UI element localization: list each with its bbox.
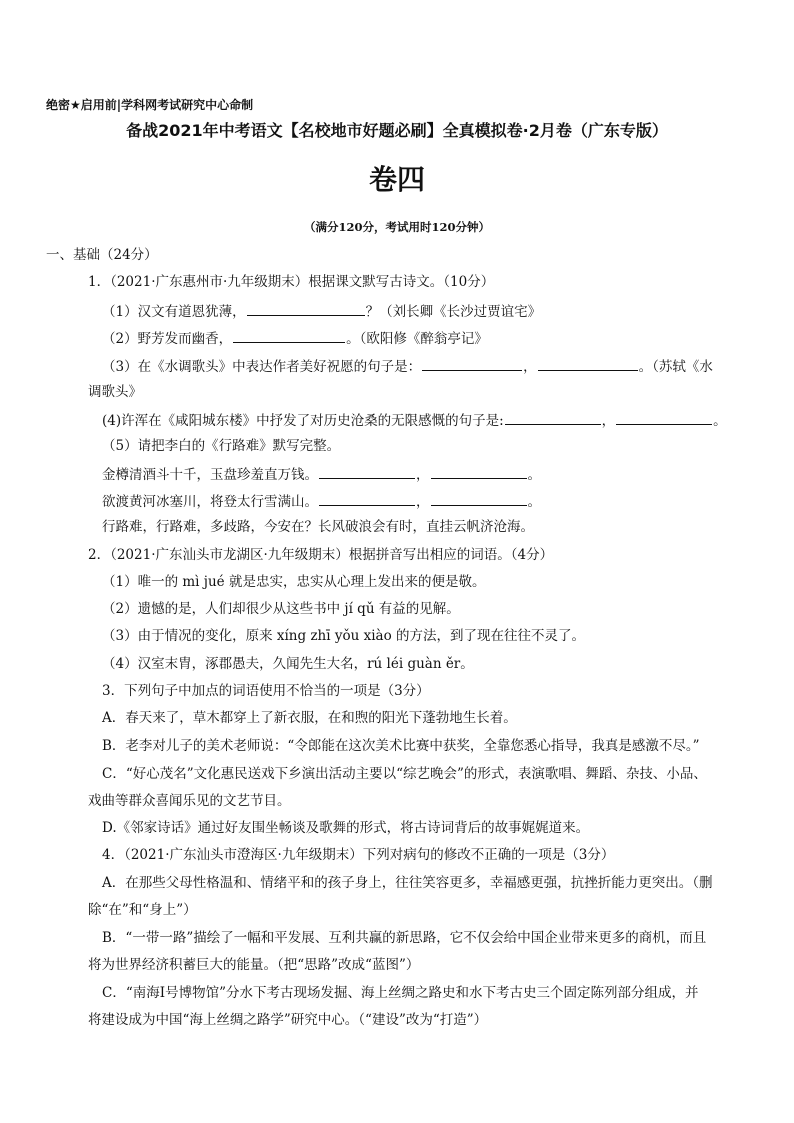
q2-item4: （4）汉室末胄，涿郡愚夫，久闻先生大名，rú léi guàn ěr。 — [102, 656, 474, 672]
section-heading: 一、基础（24分） — [46, 247, 158, 263]
q2-item2: （2）遗憾的是，人们却很少从这些书中 jí qǔ 有益的见解。 — [102, 601, 460, 617]
q4-stem: 4．（2021·广东汕头市澄海区·九年级期末）下列对病句的修改不正确的一项是（3分） — [102, 847, 615, 863]
poem-line-2-end: 。 — [527, 494, 541, 510]
answer-blank[interactable] — [319, 491, 415, 506]
poem-line-3: 行路难，行路难，多歧路，今安在？长风破浪会有时，直挂云帆济沧海。 — [102, 519, 534, 535]
q3-option-b: B．老李对儿子的美术老师说：“令郎能在这次美术比赛中获奖，全靠您悉心指导，我真是感激不尽。” — [102, 738, 700, 754]
answer-blank[interactable] — [431, 491, 527, 506]
answer-blank[interactable] — [538, 356, 638, 371]
q3-option-a: A．春天来了，草木都穿上了新衣服，在和煦的阳光下蓬勃地生长着。 — [102, 710, 517, 726]
q1-item3-sep: ， — [523, 359, 537, 375]
q2-item3: （3）由于情况的变化，原来 xíng zhī yǒu xiào 的方法，到了现在往往不灵了。 — [102, 628, 585, 644]
q3-option-c-continued: 戏曲等群众喜闻乐见的文艺节目。 — [88, 793, 291, 809]
q1-item3-continued: 调歌头》 — [88, 384, 142, 400]
answer-blank[interactable] — [319, 464, 415, 479]
q1-item1-prefix: （1）汉文有道恩犹薄， — [102, 304, 246, 320]
answer-blank[interactable] — [422, 356, 522, 371]
exam-main-title: 备战2021年中考语文【名校地市好题必刷】全真模拟卷·2月卷（广东专版） — [126, 121, 668, 140]
q1-item1 — [102, 301, 541, 321]
q1-stem: 1．（2021·广东惠州市·九年级期末）根据课文默写古诗文。（10分） — [88, 274, 495, 290]
answer-blank[interactable] — [233, 328, 345, 343]
poem-line-1-end: 。 — [527, 467, 541, 483]
q1-item3-prefix: （3）在《水调歌头》中表达作者美好祝愿的句子是： — [102, 359, 422, 375]
q4-option-b: B．“一带一路”描绘了一幅和平发展、互利共赢的新思路，它不仅会给中国企业带来更多的商机，而且 — [102, 930, 707, 946]
exam-sub-title: 卷四 — [368, 163, 425, 196]
q4-option-c: C．“南海Ⅰ号博物馆”分水下考古现场发掘、海上丝绸之路史和水下考古史三个固定陈列部分组成，并 — [102, 985, 699, 1001]
confidential-header: 绝密★启用前|学科网考试研究中心命制 — [46, 98, 254, 112]
q1-item4 — [102, 410, 727, 430]
q4-option-b-continued: 将为世界经济积蓄巨大的能量。（把“思路”改成“蓝图”） — [88, 957, 420, 973]
q1-item5: （5）请把李白的《行路难》默写完整。 — [102, 438, 341, 454]
q4-option-c-continued: 将建设成为中国“海上丝绸之路学”研究中心。（“建设”改为“打造”） — [88, 1012, 488, 1028]
answer-blank[interactable] — [505, 410, 601, 425]
q1-item3 — [102, 356, 713, 376]
q3-option-d: D.《邻家诗话》通过好友围坐畅谈及歌舞的形式，将古诗词背后的故事娓娓道来。 — [102, 820, 590, 836]
q1-item1-suffix: ？（刘长卿《长沙过贾谊宅》 — [365, 304, 542, 320]
q1-item2 — [102, 328, 488, 348]
q4-option-a: A．在那些父母性格温和、情绪平和的孩子身上，往往笑容更多，幸福感更强，抗挫折能力更突出。（删 — [102, 875, 713, 891]
q1-item4-prefix: (4)许浑在《咸阳城东楼》中抒发了对历史沧桑的无限感慨的句子是: — [102, 413, 504, 429]
q1-item2-prefix: （2）野芳发而幽香， — [102, 331, 233, 347]
poem-line-1-text: 金樽清酒斗十千，玉盘珍羞直万钱。 — [102, 467, 318, 483]
q4-option-a-continued: 除“在”和“身上”） — [88, 902, 197, 918]
poem-line-2 — [102, 491, 541, 511]
poem-line-2-text: 欲渡黄河冰塞川，将登太行雪满山。 — [102, 494, 318, 510]
q3-stem: 3．下列句子中加点的词语使用不恰当的一项是（3分） — [102, 683, 430, 699]
answer-blank[interactable] — [247, 301, 365, 316]
poem-line-1-sep: ， — [416, 467, 430, 483]
poem-line-2-sep: ， — [416, 494, 430, 510]
q2-stem: 2．（2021·广东汕头市龙湖区·九年级期末）根据拼音写出相应的词语。（4分） — [88, 547, 554, 563]
score-time-note: （满分120分，考试用时120分钟） — [303, 220, 490, 234]
answer-blank[interactable] — [616, 410, 712, 425]
answer-blank[interactable] — [431, 464, 527, 479]
q1-item3-suffix: 。（苏轼《水 — [638, 359, 713, 375]
q1-item4-suffix: 。 — [713, 413, 727, 429]
q1-item4-sep: ， — [601, 413, 616, 429]
q3-option-c: C．“好心茂名”文化惠民送戏下乡演出活动主要以“综艺晚会”的形式，表演歌唱、舞蹈、杂技、小品、 — [102, 766, 707, 782]
q2-item1: （1）唯一的 mì jué 就是忠实，忠实从心理上发出来的便是敬。 — [102, 574, 486, 590]
q1-item2-suffix: 。（欧阳修《醉翁亭记》 — [346, 331, 488, 347]
poem-line-1 — [102, 464, 541, 484]
